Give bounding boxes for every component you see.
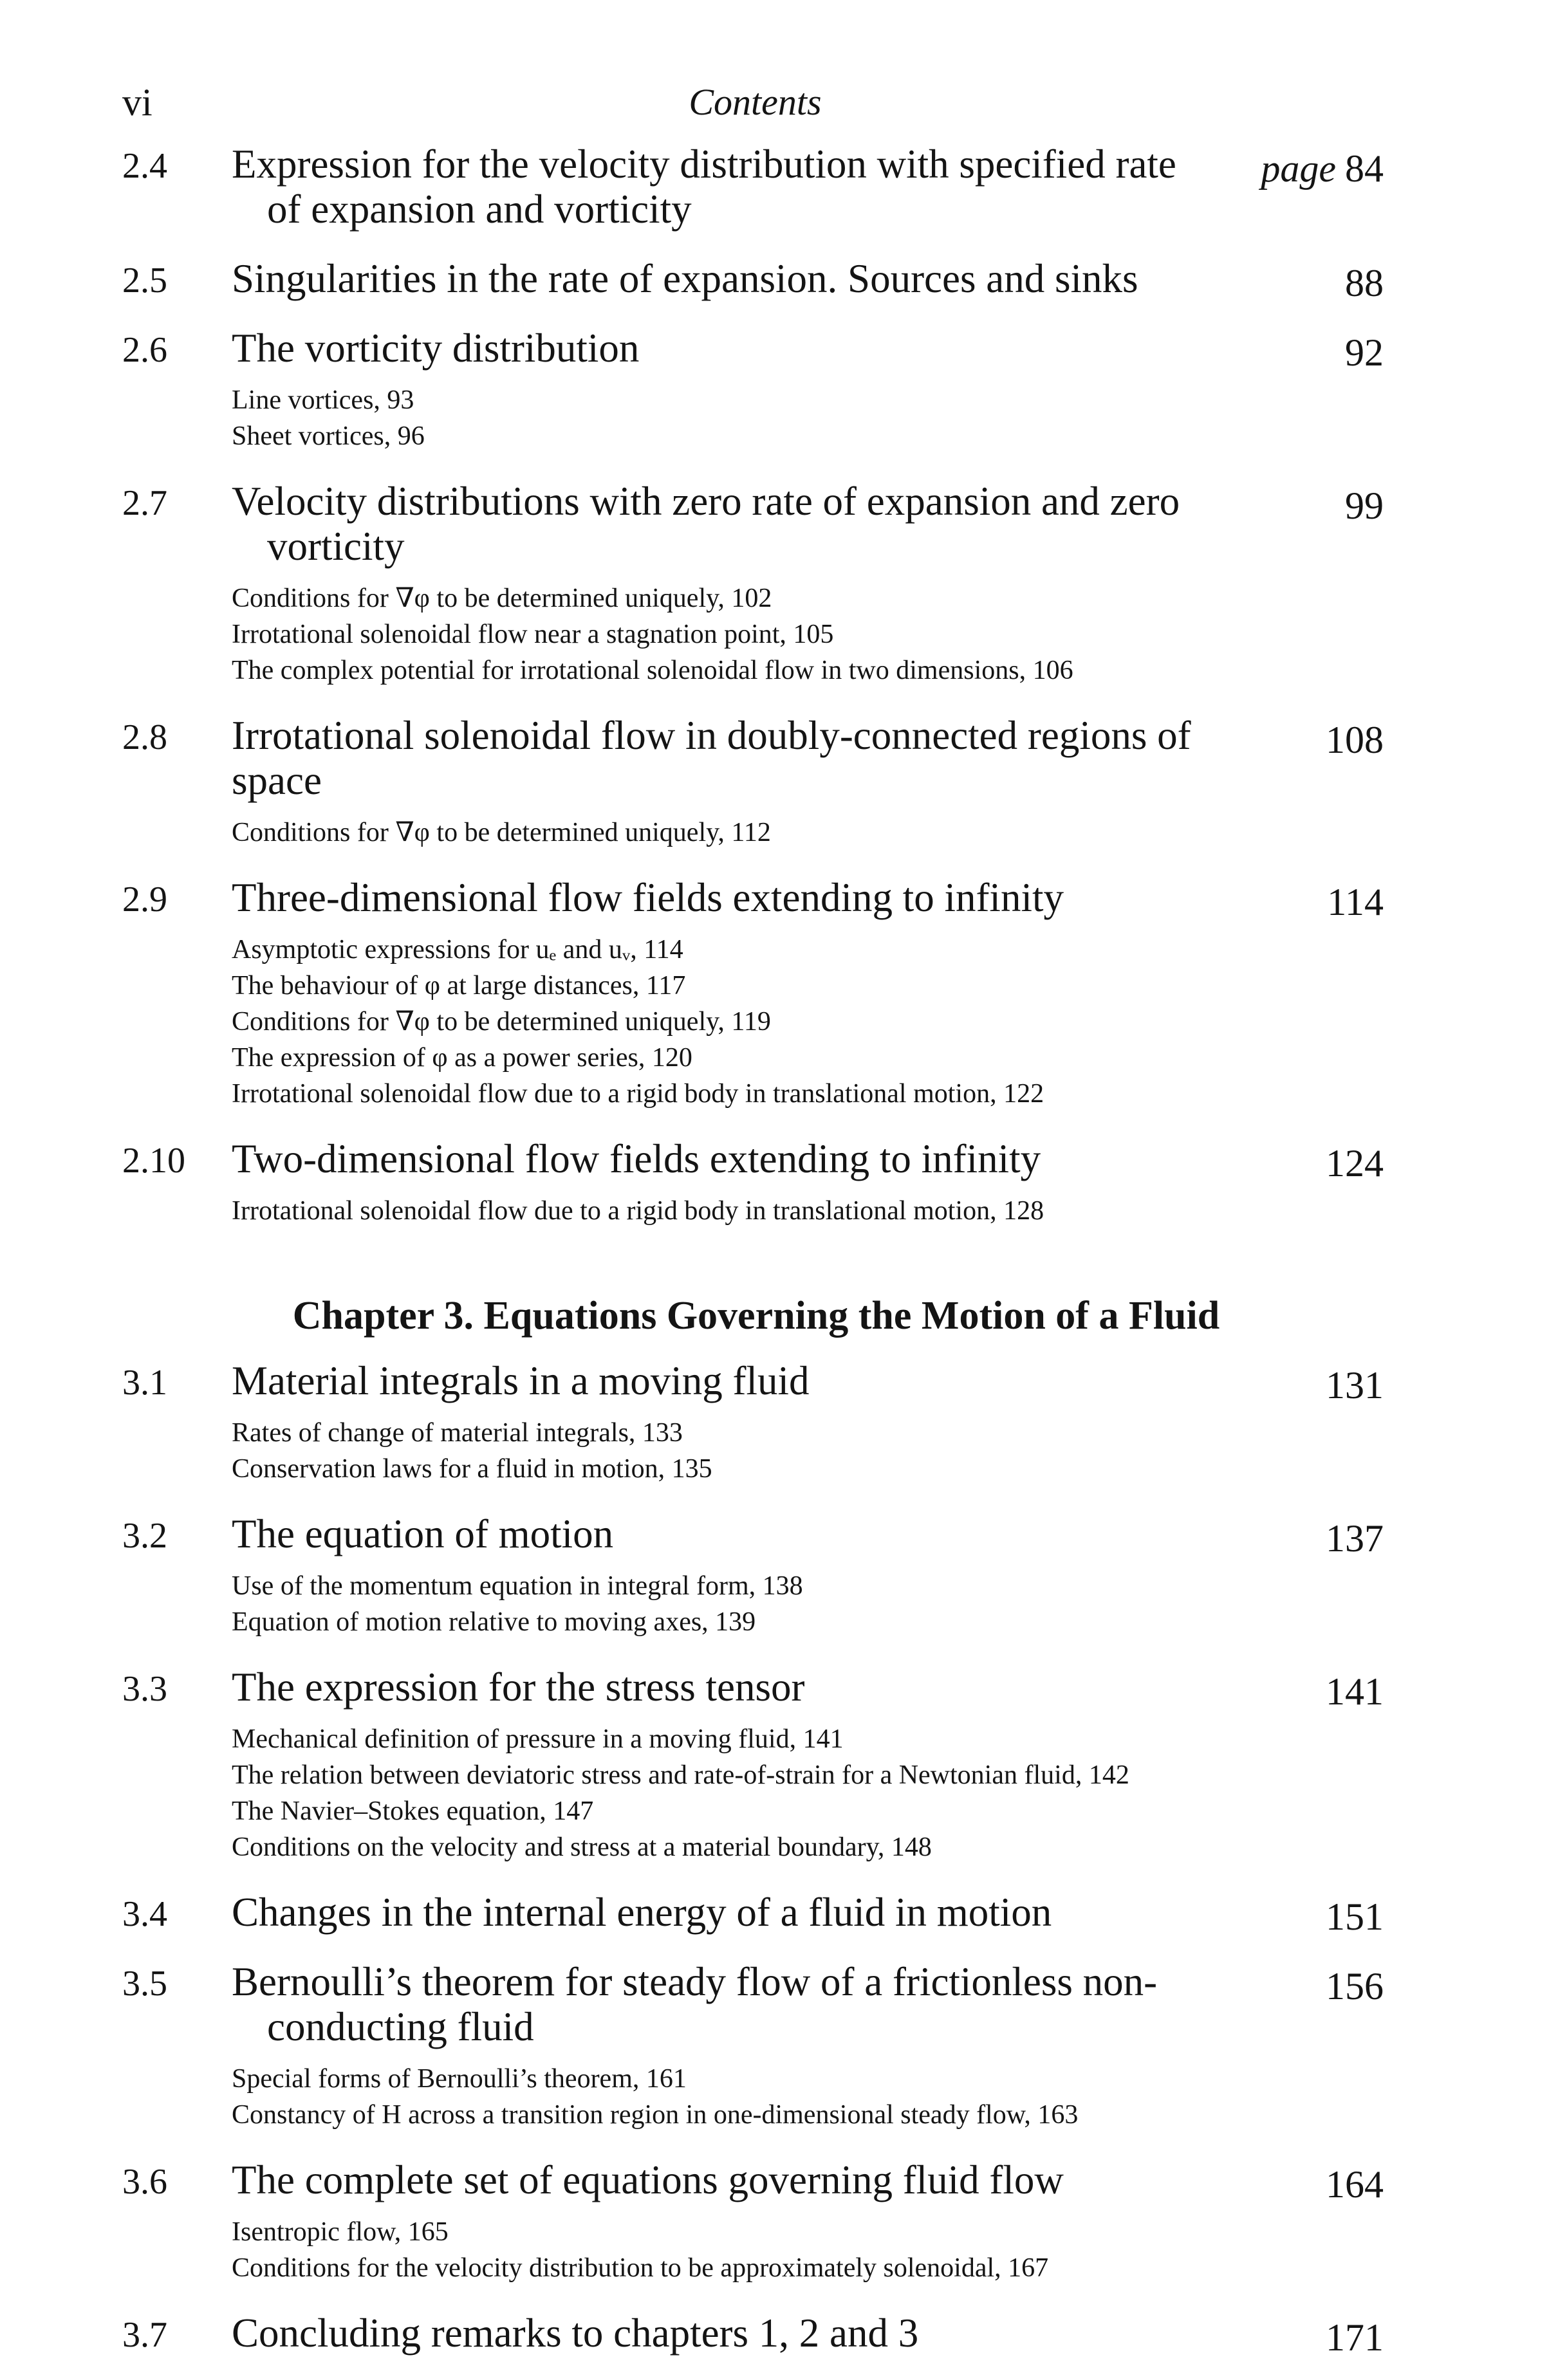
toc-entry-head bbox=[122, 1959, 1384, 2049]
section-title bbox=[232, 326, 1287, 371]
page-number bbox=[1326, 1670, 1384, 1714]
subsection-item: Irrotational solenoidal flow due to a rigid body in translational motion, 128 bbox=[232, 1196, 1044, 1226]
section-title-text: Velocity distributions with zero rate of expansion and zero bbox=[232, 479, 1180, 524]
running-head: Contents bbox=[689, 81, 822, 123]
section-title bbox=[232, 713, 1287, 803]
section-title bbox=[232, 875, 1287, 920]
subsection-list bbox=[232, 1721, 1384, 1865]
section-title bbox=[232, 2311, 1287, 2356]
toc-entry-head bbox=[122, 256, 1384, 304]
page-number-value: 164 bbox=[1326, 2163, 1384, 2206]
toc-entry bbox=[122, 1136, 1384, 1229]
subsection-item: Asymptotic expressions for uₑ and uᵥ, 114 bbox=[232, 935, 683, 964]
page-number bbox=[1326, 1895, 1384, 1939]
page-number bbox=[1326, 1141, 1384, 1186]
toc-entry-head bbox=[122, 875, 1384, 923]
section-title-text: Singularities in the rate of expansion. Sources and sinks bbox=[232, 256, 1138, 301]
section-number: 3.1 bbox=[122, 1363, 167, 1403]
toc-entry bbox=[122, 479, 1384, 688]
subsection-item: Constancy of H across a transition region in one-dimensional steady flow, 163 bbox=[232, 2100, 1079, 2130]
subsection-item: The relation between deviatoric stress and rate-of-strain for a Newtonian fluid, 142 bbox=[232, 1760, 1129, 1790]
page-number bbox=[1326, 718, 1384, 762]
page-folio: vi bbox=[122, 81, 153, 124]
section-title-text: The complete set of equations governing fluid flow bbox=[232, 2157, 1064, 2202]
toc-entry bbox=[122, 1358, 1384, 1487]
section-title-text: Three-dimensional flow fields extending to infinity bbox=[232, 875, 1064, 920]
page-number bbox=[1345, 261, 1384, 306]
toc-entry bbox=[122, 2157, 1384, 2286]
subsection-item: Irrotational solenoidal flow near a stagnation point, 105 bbox=[232, 620, 834, 649]
subsection-list bbox=[232, 1193, 1384, 1229]
section-number: 2.5 bbox=[122, 261, 167, 300]
toc-entry-head bbox=[122, 142, 1384, 232]
section-title bbox=[232, 1959, 1287, 2049]
page-number-value: 156 bbox=[1326, 1965, 1384, 2007]
section-title-text: Irrotational solenoidal flow in doubly-connected regions of space bbox=[232, 713, 1191, 803]
page-number bbox=[1326, 1964, 1384, 2009]
page-number bbox=[1326, 1517, 1384, 1561]
page-word: page bbox=[1261, 147, 1336, 190]
toc-entry-head bbox=[122, 1136, 1384, 1185]
subsection-list bbox=[232, 1568, 1384, 1640]
section-title-text: Two-dimensional flow fields extending to infinity bbox=[232, 1136, 1041, 1181]
toc-entry bbox=[122, 1511, 1384, 1640]
page-number-value: 84 bbox=[1345, 147, 1384, 190]
section-number: 3.3 bbox=[122, 1669, 167, 1709]
toc-entry-head bbox=[122, 1890, 1384, 1938]
section-number: 3.5 bbox=[122, 1964, 167, 2004]
subsection-item: Isentropic flow, 165 bbox=[232, 2217, 449, 2247]
page-number-value: 124 bbox=[1326, 1142, 1384, 1185]
section-number: 2.9 bbox=[122, 880, 167, 919]
toc-entry bbox=[122, 1665, 1384, 1865]
page-number-value: 108 bbox=[1326, 719, 1384, 761]
subsection-item: The Navier–Stokes equation, 147 bbox=[232, 1796, 594, 1826]
subsection-list bbox=[232, 580, 1384, 688]
toc-entry bbox=[122, 256, 1384, 304]
subsection-list bbox=[232, 815, 1384, 851]
page-number bbox=[1326, 1363, 1384, 1408]
section-title-continuation: of expansion and vorticity bbox=[267, 187, 692, 232]
toc-entry bbox=[122, 142, 1384, 232]
section-title-text: Expression for the velocity distribution with specified rate bbox=[232, 142, 1176, 187]
section-title-text: The vorticity distribution bbox=[232, 326, 640, 371]
subsection-item: Line vortices, 93 bbox=[232, 385, 414, 415]
chapter-2-entries bbox=[122, 142, 1384, 1229]
page-number-value: 99 bbox=[1345, 484, 1384, 527]
toc-entry-head bbox=[122, 326, 1384, 374]
subsection-item: Conditions for ∇φ to be determined uniquely, 102 bbox=[232, 584, 772, 613]
toc-entry bbox=[122, 326, 1384, 454]
page-number-value: 151 bbox=[1326, 1896, 1384, 1938]
section-title-continuation: conducting fluid bbox=[267, 2004, 534, 2049]
section-title bbox=[232, 479, 1287, 569]
page-number bbox=[1327, 880, 1384, 925]
section-title bbox=[232, 1890, 1287, 1935]
toc-entry-head bbox=[122, 1511, 1384, 1560]
page-number bbox=[1326, 2163, 1384, 2207]
toc-entry-head bbox=[122, 1665, 1384, 1713]
section-title bbox=[232, 2157, 1287, 2202]
page-number-value: 141 bbox=[1326, 1670, 1384, 1713]
toc-entry-head bbox=[122, 479, 1384, 569]
subsection-item: Sheet vortices, 96 bbox=[232, 421, 425, 451]
subsection-item: Use of the momentum equation in integral form, 138 bbox=[232, 1571, 803, 1601]
toc-entry bbox=[122, 875, 1384, 1112]
section-number: 3.7 bbox=[122, 2315, 167, 2355]
section-title-text: Changes in the internal energy of a fluid in motion bbox=[232, 1890, 1052, 1935]
page-number bbox=[1345, 331, 1384, 375]
section-title-text: The expression for the stress tensor bbox=[232, 1665, 805, 1710]
subsection-item: Conservation laws for a fluid in motion, 135 bbox=[232, 1454, 712, 1484]
toc-entry-head bbox=[122, 1358, 1384, 1407]
subsection-item: Conditions for the velocity distribution to be approximately solenoidal, 167 bbox=[232, 2253, 1049, 2283]
section-number: 3.4 bbox=[122, 1894, 167, 1934]
section-number: 3.2 bbox=[122, 1516, 167, 1556]
section-title bbox=[232, 1665, 1287, 1710]
subsection-item: The expression of φ as a power series, 120 bbox=[232, 1043, 692, 1073]
toc-entry bbox=[122, 2311, 1384, 2359]
subsection-list bbox=[232, 2061, 1384, 2133]
page-number-value: 171 bbox=[1326, 2316, 1384, 2359]
subsection-item: The behaviour of φ at large distances, 117 bbox=[232, 971, 686, 1001]
section-number: 2.6 bbox=[122, 330, 167, 370]
section-title bbox=[232, 142, 1287, 232]
toc-entry-head bbox=[122, 713, 1384, 803]
subsection-item: Conditions for ∇φ to be determined uniquely, 112 bbox=[232, 818, 771, 847]
subsection-item: Rates of change of material integrals, 133 bbox=[232, 1418, 683, 1448]
toc-entry-head bbox=[122, 2157, 1384, 2206]
section-number: 2.10 bbox=[122, 1141, 185, 1181]
section-number: 3.6 bbox=[122, 2162, 167, 2202]
section-title-text: Material integrals in a moving fluid bbox=[232, 1358, 810, 1403]
section-title bbox=[232, 1511, 1287, 1556]
page-number bbox=[1326, 2316, 1384, 2360]
section-title bbox=[232, 256, 1287, 301]
subsection-item: Conditions for ∇φ to be determined uniquely, 119 bbox=[232, 1007, 771, 1037]
subsection-item: Mechanical definition of pressure in a moving fluid, 141 bbox=[232, 1724, 844, 1754]
toc-entry bbox=[122, 713, 1384, 851]
page-header bbox=[122, 80, 1388, 132]
subsection-item: Special forms of Bernoulli’s theorem, 161 bbox=[232, 2064, 687, 2094]
subsection-item: Conditions on the velocity and stress at a material boundary, 148 bbox=[232, 1832, 932, 1862]
section-title-text: Concluding remarks to chapters 1, 2 and 3 bbox=[232, 2311, 919, 2356]
chapter-3-entries bbox=[122, 1358, 1384, 2359]
subsection-list bbox=[232, 1415, 1384, 1487]
toc-entry bbox=[122, 1959, 1384, 2133]
section-number: 2.7 bbox=[122, 483, 167, 523]
subsection-list bbox=[232, 382, 1384, 454]
section-number: 2.8 bbox=[122, 717, 167, 757]
page-number-value: 114 bbox=[1327, 881, 1384, 923]
subsection-item: The complex potential for irrotational solenoidal flow in two dimensions, 106 bbox=[232, 656, 1073, 685]
toc-entry bbox=[122, 1890, 1384, 1938]
chapter-heading: Chapter 3. Equations Governing the Motion of a Fluid bbox=[292, 1294, 1220, 1338]
table-of-contents bbox=[122, 142, 1384, 2380]
subsection-list bbox=[232, 932, 1384, 1112]
page-number-value: 131 bbox=[1326, 1364, 1384, 1407]
page-number bbox=[1261, 147, 1384, 191]
section-title bbox=[232, 1358, 1287, 1403]
section-number: 2.4 bbox=[122, 146, 167, 186]
page-number-value: 92 bbox=[1345, 331, 1384, 374]
subsection-item: Irrotational solenoidal flow due to a rigid body in translational motion, 122 bbox=[232, 1079, 1044, 1109]
page-number bbox=[1345, 484, 1384, 528]
toc-entry-head bbox=[122, 2311, 1384, 2359]
section-title-continuation: vorticity bbox=[267, 524, 405, 569]
section-title-text: Bernoulli’s theorem for steady flow of a frictionless non- bbox=[232, 1959, 1158, 2004]
subsection-list bbox=[232, 2214, 1384, 2286]
page-number-value: 88 bbox=[1345, 262, 1384, 304]
section-title-text: The equation of motion bbox=[232, 1511, 614, 1556]
section-title bbox=[232, 1136, 1287, 1181]
subsection-item: Equation of motion relative to moving axes, 139 bbox=[232, 1607, 756, 1637]
page-number-value: 137 bbox=[1326, 1517, 1384, 1560]
